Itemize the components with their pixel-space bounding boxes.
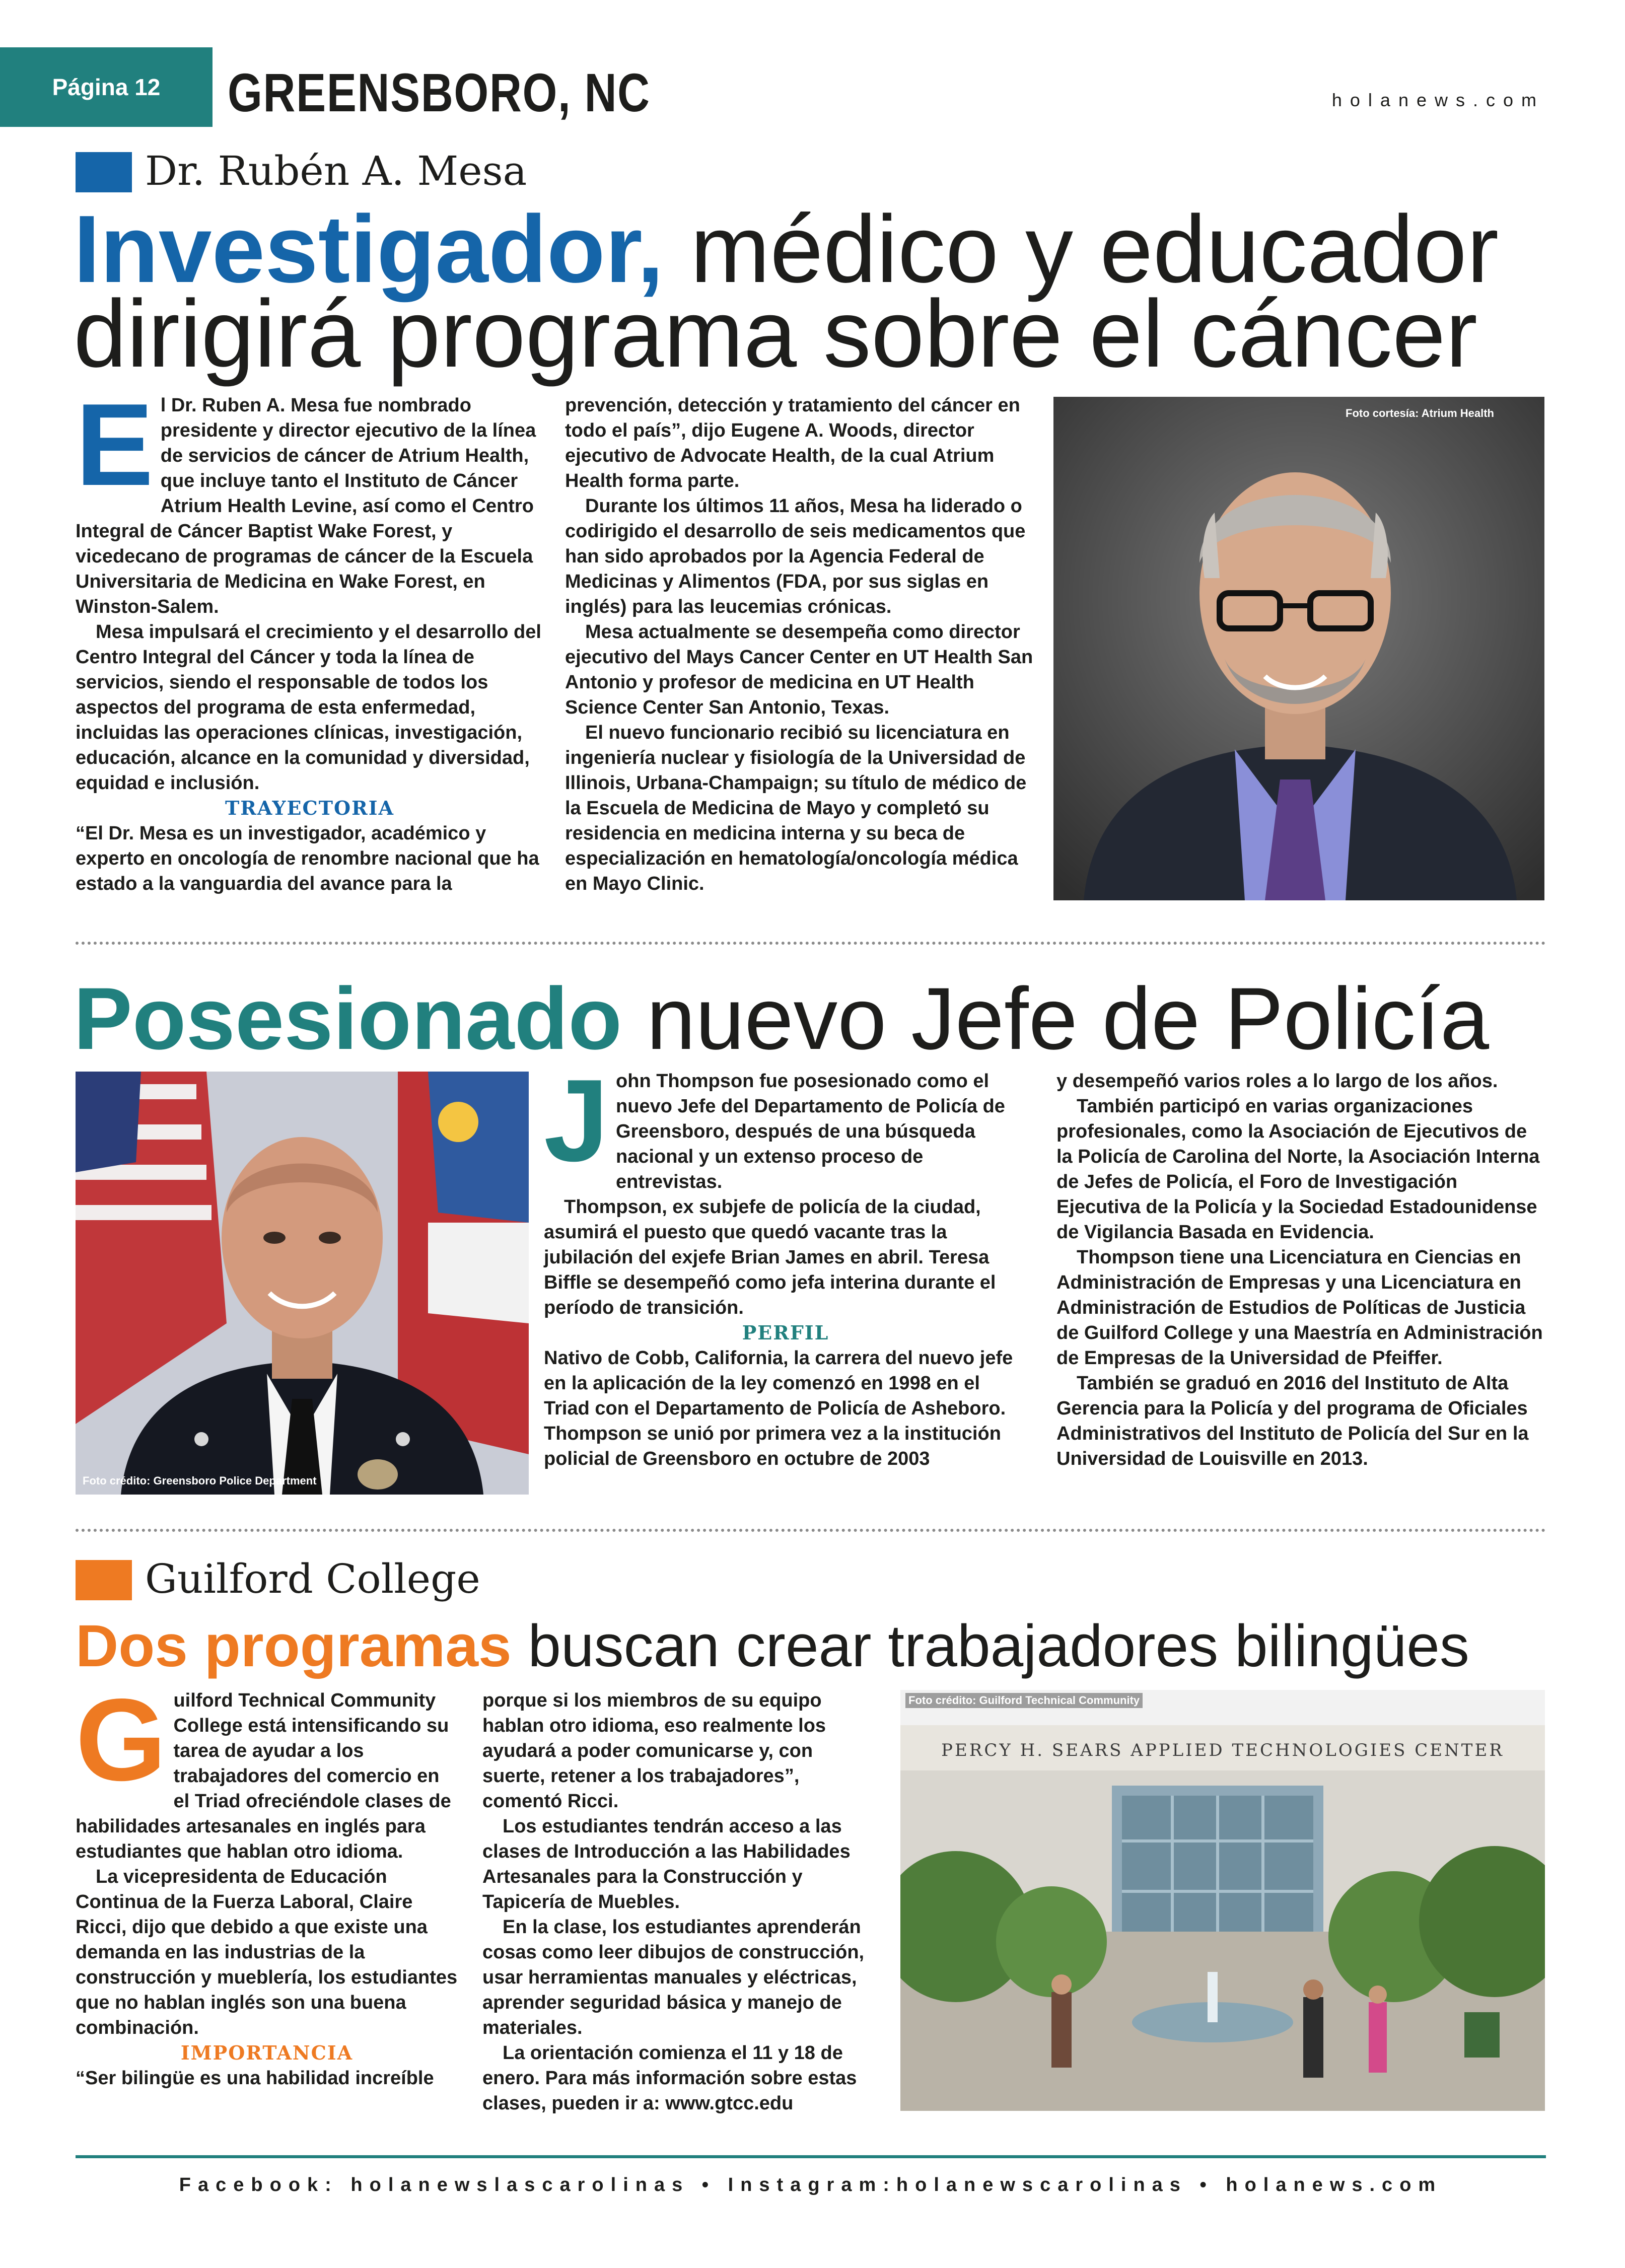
article2-subhead: PERFIL — [742, 1321, 829, 1344]
building-sign: PERCY H. SEARS APPLIED TECHNOLOGIES CENTER — [941, 1740, 1504, 1760]
article3-photo-credit: Foto crédito: Guilford Technical Community — [905, 1693, 1143, 1708]
article1-headline-rest: médico y educador — [690, 196, 1499, 303]
article1-headline-line2: dirigirá programa sobre el cáncer — [74, 280, 1477, 387]
article3-headline — [76, 1613, 1469, 1679]
article3-headline-rest: buscan crear trabajadores bilingües — [528, 1613, 1469, 1679]
article2-paragraph: Nativo de Cobb, California, la carrera del nuevo jefe en la aplicación de la ley comenzó en 1998 en el Triad con el Departamento de Policía de Asheboro. Thompson se unió por primera vez a la institución policial de Greensboro en octubre de 2003 — [544, 1348, 1013, 1469]
article3-photo — [900, 1690, 1545, 2111]
site-url: holanews.com — [1331, 90, 1544, 110]
article1-paragraph: l Dr. Ruben A. Mesa fue nombrado presidente y director ejecutivo de la línea de servicios de cáncer de Atrium Health, que incluye tanto el Instituto de Cáncer Atrium Health Levine, así como el Centro Integral de Cáncer Baptist Wake Forest, y vicedecano de programas de cáncer de la Escuela Universitaria de Medicina en Wake Forest, en Winston-Salem. — [76, 395, 536, 617]
footer-rule — [76, 2155, 1546, 2158]
article1-headline-bold: Investigador, — [74, 196, 664, 303]
article3-paragraph: La orientación comienza el 11 y 18 de enero. Para más información sobre estas clases, pueden ir a: www.gtcc.edu — [482, 2042, 857, 2114]
article3-paragraph: uilford Technical Community College está intensificando su tarea de ayudar a los trabajadores del comercio en el Triad ofreciéndole clases de habilidades artesanales en inglés para estudiantes que hablan otro idioma. — [76, 1690, 451, 1862]
article1-subhead: TRAYECTORIA — [225, 797, 394, 819]
article3-kicker: Guilford College — [145, 1555, 480, 1602]
article1-column-1 — [76, 380, 544, 896]
article2-photo-credit: Foto crédito: Greensboro Police Department — [83, 1474, 317, 1487]
article3-dropcap: G — [76, 1675, 167, 1805]
article2-paragraph: Thompson tiene una Licenciatura en Ciencias en Administración de Empresas y una Licenciatura en Administración de Estudios de Políticas de Justicia de Guilford College y una Maestría en Administración de Empresas de la Universidad de Pfeiffer. — [1056, 1247, 1543, 1369]
article2-column-1 — [544, 1055, 1027, 1471]
article3-paragraph: Los estudiantes tendrán acceso a las clases de Introducción a las Habilidades Artesanales para la Construcción y Tapicería de Muebles. — [482, 1816, 851, 1912]
article3-column-1 — [76, 1675, 458, 2091]
article2-headline — [74, 970, 1490, 1068]
article2-paragraph: y desempeñó varios roles a lo largo de los años. — [1056, 1071, 1498, 1092]
article2-column-2 — [1056, 1069, 1545, 1471]
article1-dropcap: E — [76, 380, 154, 510]
article2-paragraph: También se graduó en 2016 del Instituto de Alta Gerencia para la Policía y del programa de Oficiales Administrativos del Instituto de Policía del Sur en la Universidad de Louisville en 2013. — [1056, 1373, 1529, 1469]
article2-headline-bold: Posesionado — [74, 970, 622, 1068]
page-number-tab — [0, 47, 213, 127]
section-divider — [76, 1529, 1546, 1532]
article3-paragraph: “Ser bilingüe es una habilidad increíble — [76, 2068, 434, 2089]
article1-paragraph: Mesa actualmente se desempeña como director ejecutivo del Mays Cancer Center en UT Health San Antonio y profesor de medicina en UT Health Science Center San Antonio, Texas. — [565, 621, 1033, 718]
article1-photo — [1053, 397, 1544, 900]
article1-paragraph: El nuevo funcionario recibió su licenciatura en ingeniería nuclear y fisiología de la Universidad de Illinois, Urbana-Champaign; su título de médico de la Escuela de Medicina de Mayo y completó su residencia en medicina interna y su beca de especialización en hematología/oncología médica en Mayo Clinic. — [565, 722, 1027, 894]
article1-paragraph: Durante los últimos 11 años, Mesa ha liderado o codirigido el desarrollo de seis medicamentos que han sido aprobados por la Agencia Federal de Medicinas y Alimentos (FDA, por sus siglas en inglés) para las leucemias crónicas. — [565, 495, 1026, 617]
article1-kicker: Dr. Rubén A. Mesa — [145, 148, 527, 194]
article2-paragraph: También participó en varias organizaciones profesionales, como la Asociación de Ejecutivos de la Policía de Carolina del Norte, la Asociación Interna de Jefes de Policía, el Foro de Investigación Ejecutiva de la Policía y la Sociedad Estadounidense de Vigilancia Basada en Evidencia. — [1056, 1096, 1540, 1243]
article3-column-2 — [482, 1688, 875, 2116]
article1-paragraph: “El Dr. Mesa es un investigador, académico y experto en oncología de renombre nacional que ha estado a la vanguardia del avance para la — [76, 823, 539, 894]
article3-paragraph: La vicepresidenta de Educación Continua de la Fuerza Laboral, Claire Ricci, dijo que debido a que existe una demanda en las industrias de la construcción y mueblería, los estudiantes que no hablan inglés son una buena combinación. — [76, 1866, 458, 2038]
page-number: Página 12 — [52, 74, 161, 100]
footer-social-links: Facebook: holanewslascarolinas • Instagram:holanewscarolinas • holanews.com — [179, 2174, 1443, 2195]
kicker-square-icon — [76, 152, 132, 192]
article3-paragraph: En la clase, los estudiantes aprenderán cosas como leer dibujos de construcción, usar herramientas manuales y eléctricas, aprender seguridad básica y manejo de materiales. — [482, 1917, 865, 2038]
article1-paragraph: Mesa impulsará el crecimiento y el desarrollo del Centro Integral del Cáncer y toda la línea de servicios, siendo el responsable de todos los aspectos del programa de esta enfermedad, incluidas las operaciones clínicas, investigación, educación, alcance en la comunidad y diversidad, equidad e inclusión. — [76, 621, 541, 794]
section-title: GREENSBORO, NC — [228, 62, 651, 123]
kicker-square-icon — [76, 1560, 132, 1600]
article2-dropcap: J — [544, 1055, 609, 1186]
portrait-image — [1053, 397, 1544, 900]
article2-paragraph: Thompson, ex subjefe de policía de la ciudad, asumirá el puesto que quedó vacante tras la jubilación del exjefe Brian James en abril. Teresa Biffle se desempeñó como jefa interina durante el período de transición. — [544, 1196, 996, 1318]
section-divider — [76, 942, 1546, 945]
article1-paragraph: prevención, detección y tratamiento del cáncer en todo el país”, dijo Eugene A. Woods, director ejecutivo de Advocate Health, de la cual Atrium Health forma parte. — [565, 395, 1020, 491]
article3-paragraph: porque si los miembros de su equipo hablan otro idioma, eso realmente los ayudará a poder comunicarse y, con suerte, retener a los trabajadores”, comentó Ricci. — [482, 1690, 826, 1812]
article1-column-2 — [565, 393, 1033, 896]
article3-headline-bold: Dos programas — [76, 1613, 512, 1679]
article2-paragraph: ohn Thompson fue posesionado como el nuevo Jefe del Departamento de Policía de Greensboro, después de una búsqueda nacional y un extenso proceso de entrevistas. — [616, 1071, 1005, 1192]
portrait-image — [76, 1072, 529, 1495]
article3-subhead: IMPORTANCIA — [180, 2041, 354, 2064]
article1-photo-credit: Foto cortesía: Atrium Health — [1346, 407, 1494, 419]
article2-photo — [76, 1072, 529, 1495]
article2-headline-rest: nuevo Jefe de Policía — [646, 970, 1490, 1068]
